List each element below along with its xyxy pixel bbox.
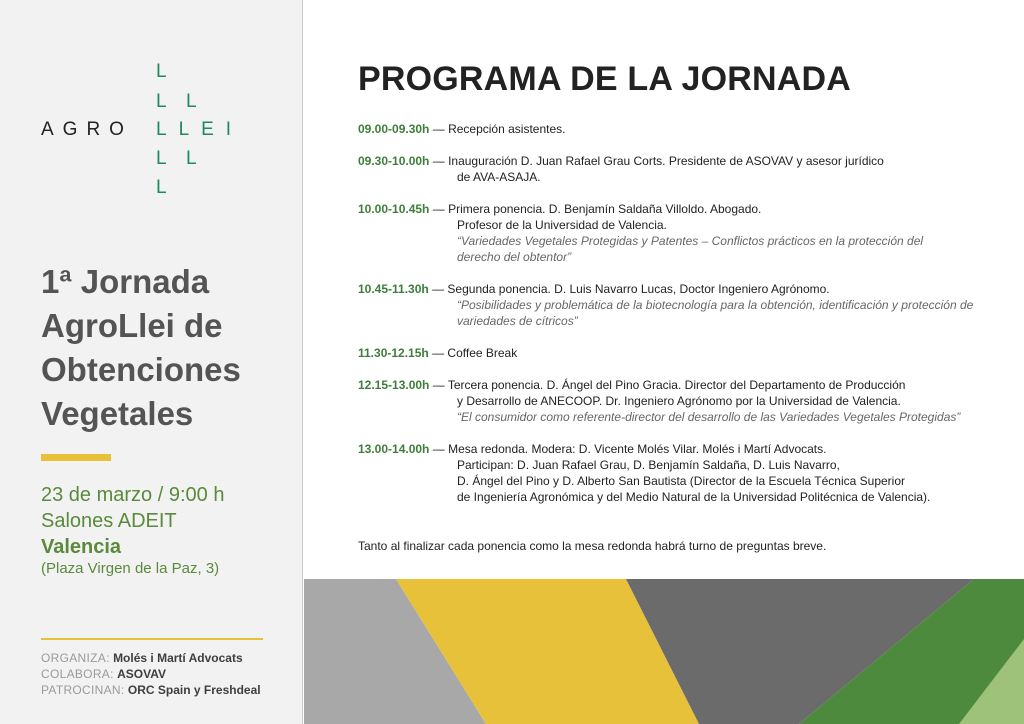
credit-value: ASOVAV — [117, 667, 166, 681]
program-item-text: — Primera ponencia. D. Benjamín Saldaña Villoldo. Abogado. — [432, 202, 762, 216]
logo-left-text: AGRO — [41, 119, 133, 140]
program-item-text: — Tercera ponencia. D. Ángel del Pino Gracia. Director del Departamento de Producción — [432, 378, 906, 392]
program-item-text: Participan: D. Juan Rafael Grau, D. Benjamín Saldaña, D. Luis Navarro, — [457, 458, 840, 472]
left-panel — [0, 0, 303, 724]
credit-colabora — [41, 666, 166, 682]
program-item-talk-title: “El consumidor como referente-director del desarrollo de las Variedades Vegetales Protegidas” — [457, 410, 961, 424]
event-address: (Plaza Virgen de la Paz, 3) — [41, 560, 220, 577]
program-item — [358, 377, 960, 425]
program-footnote: Tanto al finalizar cada ponencia como la mesa redonda habrá turno de preguntas breve. — [358, 539, 827, 553]
logo-letter: L — [156, 148, 167, 169]
logo-letter: L — [156, 61, 167, 82]
credit-key: PATROCINAN: — [41, 683, 125, 697]
program-item-talk-title: variedades de cítricos” — [457, 314, 578, 328]
credit-key: COLABORA: — [41, 667, 114, 681]
agrollei-logo — [0, 0, 303, 220]
event-venue: Salones ADEIT — [41, 510, 177, 532]
program-item — [358, 201, 923, 265]
credit-patrocinan — [41, 682, 261, 698]
credit-value: ORC Spain y Freshdeal — [127, 683, 261, 697]
program-item-time: 10.45-11.30h — [358, 282, 429, 296]
program-item-text: de Ingeniería Agronómica y del Medio Natural de la Universidad Politécnica de Valencia). — [457, 490, 931, 504]
program-item-text: y Desarrollo de ANECOOP. Dr. Ingeniero Agrónomo por la Universidad de Valencia. — [457, 394, 901, 408]
program-item-text: de AVA-ASAJA. — [457, 170, 541, 184]
event-date-time: 23 de marzo / 9:00 h — [41, 484, 225, 506]
program-item — [358, 345, 517, 361]
event-city: Valencia — [41, 536, 122, 558]
program-item-time: 11.30-12.15h — [358, 346, 429, 360]
event-title-line: 1ª Jornada — [41, 263, 210, 300]
program-item-time: 09.30-10.00h — [358, 154, 430, 168]
program-item-time: 13.00-14.00h — [358, 442, 430, 456]
credit-key: ORGANIZA: — [41, 651, 110, 665]
program-item-talk-title: “Variedades Vegetales Protegidas y Patentes – Conflictos prácticos en la protección del — [457, 234, 924, 248]
program-item — [358, 121, 565, 137]
credits-divider — [41, 638, 263, 640]
program-heading: PROGRAMA DE LA JORNADA — [358, 60, 852, 98]
logo-letter: L — [186, 148, 197, 169]
program-item-text: Profesor de la Universidad de Valencia. — [457, 218, 667, 232]
program-item-text: — Segunda ponencia. D. Luis Navarro Lucas, Doctor Ingeniero Agrónomo. — [432, 282, 830, 296]
event-title-line: Obtenciones — [41, 351, 241, 388]
program-item-text: — Coffee Break — [432, 346, 518, 360]
program-item — [358, 281, 973, 329]
logo-letter: L — [186, 91, 197, 112]
logo-right-text: LLEI — [156, 119, 244, 140]
program-item-time: 10.00-10.45h — [358, 202, 430, 216]
program-item-talk-title: derecho del obtentor” — [457, 250, 572, 264]
event-title-line: AgroLlei de — [41, 307, 223, 344]
program-item — [358, 153, 884, 185]
program-item-text: D. Ángel del Pino y D. Alberto San Bautista (Director de la Escuela Técnica Superior — [457, 474, 906, 488]
credit-organiza — [41, 650, 243, 666]
program-item-text: — Recepción asistentes. — [432, 122, 566, 136]
program-item-time: 09.00-09.30h — [358, 122, 430, 136]
program-item-time: 12.15-13.00h — [358, 378, 430, 392]
event-title-line: Vegetales — [41, 395, 194, 432]
title-divider — [41, 454, 111, 461]
logo-letter: L — [156, 177, 167, 198]
logo-letter: L — [156, 91, 167, 112]
decorative-banner — [304, 579, 1024, 724]
program-item-text: — Mesa redonda. Modera: D. Vicente Molés Vilar. Molés i Martí Advocats. — [432, 442, 827, 456]
program-item — [358, 441, 930, 505]
credit-value: Molés i Martí Advocats — [113, 651, 243, 665]
program-item-text: — Inauguración D. Juan Rafael Grau Corts. Presidente de ASOVAV y asesor jurídico — [432, 154, 884, 168]
event-title — [41, 260, 291, 436]
program-item-talk-title: “Posibilidades y problemática de la biotecnología para la obtención, identificación y protección de — [457, 298, 974, 312]
